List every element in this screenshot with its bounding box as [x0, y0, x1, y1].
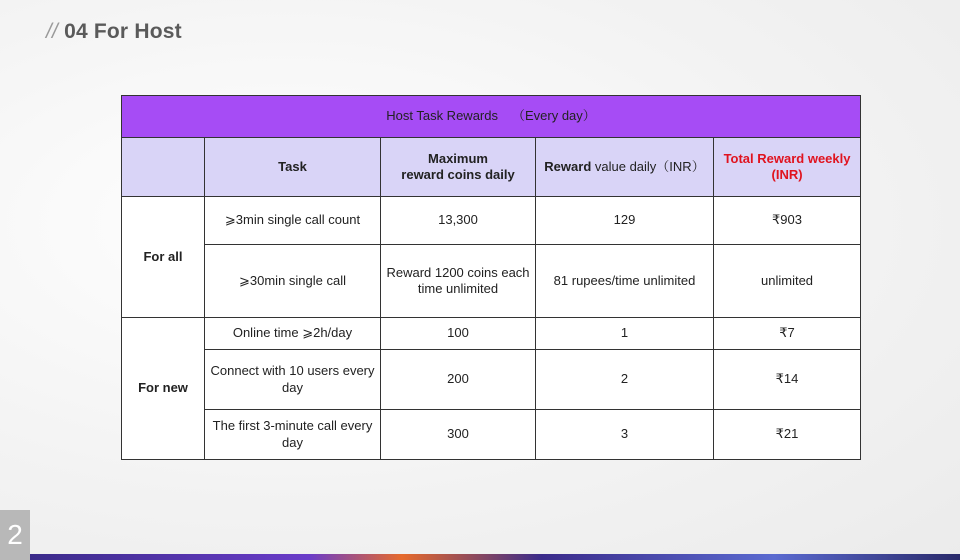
header-total-weekly-line1: Total Reward weekly	[723, 150, 851, 166]
header-total-weekly	[714, 138, 861, 197]
header-total-weekly-line2: (INR)	[771, 167, 803, 182]
group-label-for-new: For new	[122, 318, 205, 460]
table-row	[122, 350, 861, 410]
task-cell: Connect with 10 users every day	[205, 350, 381, 410]
table-header-row	[122, 138, 861, 197]
section-title-slashes: //	[46, 20, 59, 43]
header-reward-value	[536, 138, 714, 197]
table-row	[122, 318, 861, 350]
total-weekly-cell: ₹903	[714, 197, 861, 245]
header-max-coins-line1: Maximum	[428, 150, 488, 166]
header-reward-value-bold: Reward	[544, 158, 592, 174]
table-title-text: Host Task Rewards	[386, 108, 498, 124]
section-title-text: 04 For Host	[64, 20, 182, 43]
header-task: Task	[205, 138, 381, 197]
total-weekly-cell: ₹7	[714, 318, 861, 350]
header-max-coins-line2: reward coins daily	[401, 167, 515, 182]
max-coins-cell: 300	[381, 410, 536, 460]
reward-daily-cell: 3	[536, 410, 714, 460]
page-number: 2	[0, 510, 30, 560]
max-coins-cell: 100	[381, 318, 536, 350]
max-coins-cell: 13,300	[381, 197, 536, 245]
max-coins-cell: Reward 1200 coins each time unlimited	[381, 245, 536, 318]
host-task-rewards-table	[121, 95, 861, 460]
decorative-bottom-strip	[30, 554, 960, 560]
total-weekly-cell: ₹21	[714, 410, 861, 460]
reward-daily-cell: 1	[536, 318, 714, 350]
task-cell: The first 3-minute call every day	[205, 410, 381, 460]
group-label-for-all: For all	[122, 197, 205, 318]
header-max-coins	[381, 138, 536, 197]
table-title-suffix: （Every day）	[511, 108, 596, 124]
header-reward-value-rest: value daily（INR）	[591, 158, 705, 174]
table-row	[122, 410, 861, 460]
reward-daily-cell: 81 rupees/time unlimited	[536, 245, 714, 318]
max-coins-cell: 200	[381, 350, 536, 410]
task-cell: Online time ⩾2h/day	[205, 318, 381, 350]
table-row	[122, 245, 861, 318]
task-cell: ⩾30min single call	[205, 245, 381, 318]
task-cell: ⩾3min single call count	[205, 197, 381, 245]
reward-daily-cell: 129	[536, 197, 714, 245]
table-row	[122, 197, 861, 245]
section-title	[46, 20, 182, 44]
total-weekly-cell: unlimited	[714, 245, 861, 318]
table-title-row	[122, 96, 861, 138]
total-weekly-cell: ₹14	[714, 350, 861, 410]
table-title	[122, 96, 861, 138]
reward-daily-cell: 2	[536, 350, 714, 410]
header-group	[122, 138, 205, 197]
